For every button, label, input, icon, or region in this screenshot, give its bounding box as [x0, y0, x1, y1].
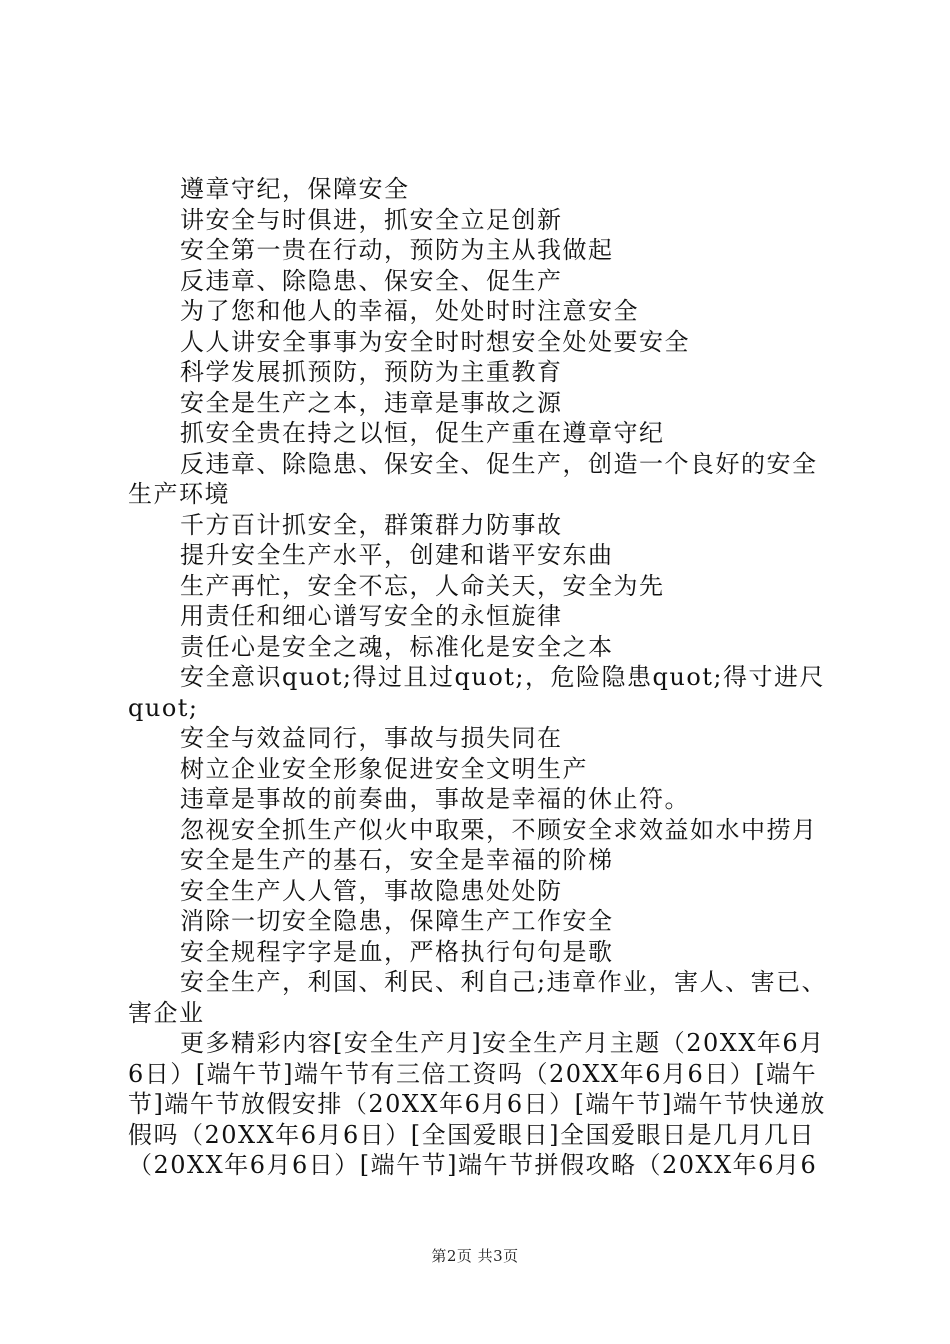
paragraph: 消除一切安全隐患，保障生产工作安全 — [180, 907, 614, 935]
paragraph: 科学发展抓预防，预防为主重教育 — [180, 358, 563, 386]
page-number-footer: 第2页 共3页 — [431, 1247, 519, 1265]
paragraph: 生产再忙，安全不忘，人命关天，安全为先 — [180, 571, 665, 600]
paragraph: 树立企业安全形象促进安全文明生产 — [180, 754, 588, 783]
more-content-paragraph: 更多精彩内容[安全生产月]安全生产月主题（20XX年6月6日）[端午节]端午节有三倍工资吗（20XX年6月6日）[端午节]端午节放假安排（20XX年6月6日）[端午节]端午节快递放假吗（20XX年6月6日）[全国爱眼日]全国爱眼日是几月几日（20XX年6月6日）[端午节]端午节拼假攻略（20XX年6月6 — [128, 1029, 826, 1179]
paragraph: 忽视安全抓生产似火中取栗，不顾安全求效益如水中捞月 — [180, 815, 818, 844]
paragraph: 违章是事故的前奏曲，事故是幸福的休止符。 — [180, 785, 690, 813]
paragraph: 安全第一贵在行动，预防为主从我做起 — [180, 236, 614, 264]
paragraph: 安全是生产的基石，安全是幸福的阶梯 — [180, 846, 614, 874]
paragraph: 安全生产人人管，事故隐患处处防 — [180, 876, 563, 905]
paragraph: 人人讲安全事事为安全时时想安全处处要安全 — [180, 327, 690, 356]
paragraph: 反违章、除隐患、保安全、促生产 — [180, 266, 563, 295]
paragraph: 反违章、除隐患、保安全、促生产，创造一个良好的安全生产环境 — [128, 449, 818, 508]
paragraph: 安全生产，利国、利民、利自己;违章作业，害人、害已、害企业 — [128, 968, 828, 1027]
paragraph: 责任心是安全之魂，标准化是安全之本 — [180, 632, 614, 661]
paragraph: 用责任和细心谱写安全的永恒旋律 — [180, 602, 563, 630]
paragraph: 安全与效益同行，事故与损失同在 — [180, 724, 563, 752]
paragraph: 安全规程字字是血，严格执行句句是歌 — [180, 937, 614, 966]
paragraph: 千方百计抓安全，群策群力防事故 — [180, 510, 563, 539]
paragraph: 为了您和他人的幸福，处处时时注意安全 — [180, 297, 639, 325]
document-body — [128, 174, 833, 1181]
paragraph: 提升安全生产水平，创建和谐平安东曲 — [180, 541, 614, 569]
paragraph: 安全是生产之本，违章是事故之源 — [180, 388, 563, 417]
paragraph: 遵章守纪，保障安全 — [180, 175, 410, 203]
paragraph: 讲安全与时俱进，抓安全立足创新 — [180, 205, 563, 234]
paragraph: 抓安全贵在持之以恒，促生产重在遵章守纪 — [180, 419, 665, 447]
paragraph: 安全意识quot;得过且过quot;，危险隐患quot;得寸进尺quot; — [128, 663, 825, 722]
